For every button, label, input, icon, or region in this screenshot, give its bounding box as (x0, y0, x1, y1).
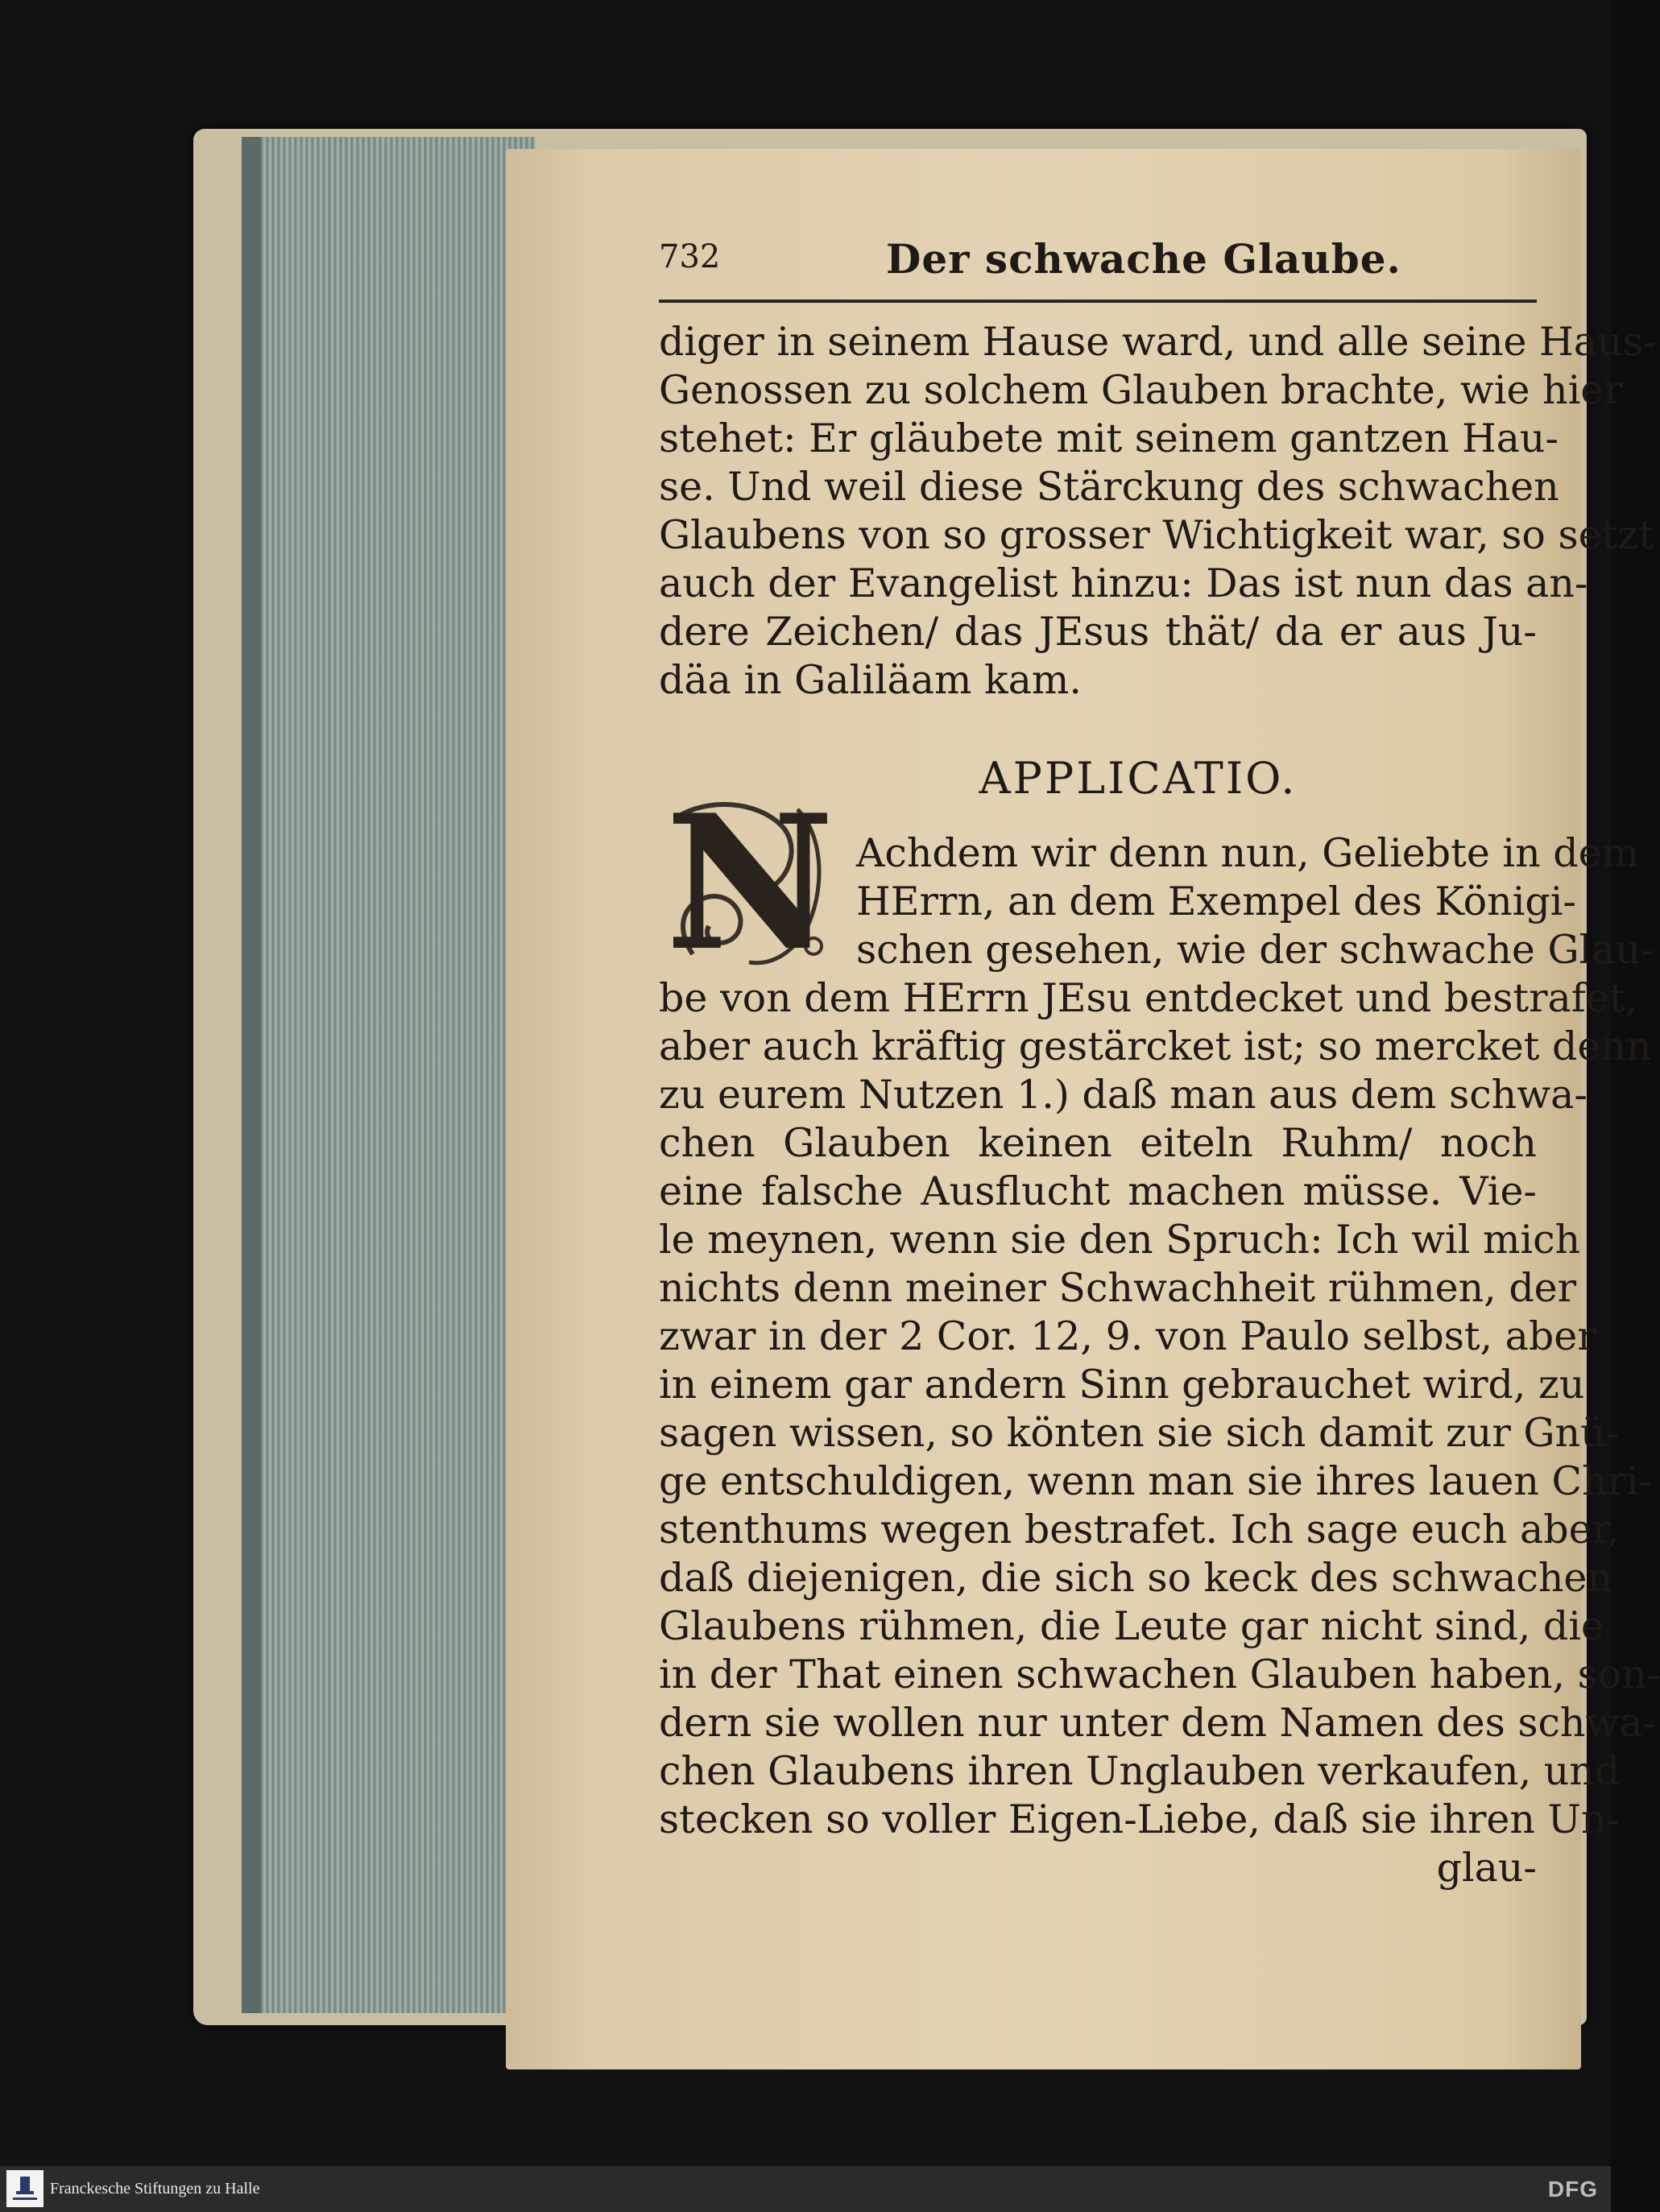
text-line: be von dem HErrn JEsu entdecket und bestrafet, (659, 975, 1638, 1021)
text-line: schen gesehen, wie der schwache Glau- (856, 927, 1654, 973)
text-line: daß diejenigen, die sich so keck des schwachen (659, 1555, 1612, 1601)
text-line: Glaubens von so grosser Wichtigkeit war, so setzt (659, 512, 1654, 558)
text-line: stehet: Er gläubete mit seinem gantzen Hau- (659, 416, 1559, 461)
text-line: stecken so voller Eigen-Liebe, daß sie ihren Un- (659, 1796, 1620, 1842)
text-line: däa in Galiläam kam. (659, 657, 1082, 703)
text-line: dere Zeichen/ das JEsus thät/ da er aus Ju- (659, 609, 1537, 655)
text-line: in der That einen schwachen Glauben haben, son- (659, 1652, 1660, 1697)
text-line: chen Glaubens ihren Unglauben verkaufen, und (659, 1748, 1621, 1794)
footer-institution[interactable]: Franckesche Stiftungen zu Halle (50, 2180, 260, 2198)
text-line: zu eurem Nutzen 1.) daß man aus dem schwa- (659, 1072, 1588, 1118)
header-rule (659, 300, 1537, 303)
footer-bar (0, 2166, 1611, 2212)
page-edges (242, 137, 535, 2013)
text-line: eine falsche Ausflucht machen müsse. Vie- (659, 1168, 1537, 1214)
text-line: chen Glauben keinen eiteln Ruhm/ noch (659, 1120, 1537, 1166)
text-line: nichts denn meiner Schwachheit rühmen, der (659, 1265, 1577, 1311)
text-line: stenthums wegen bestrafet. Ich sage euch aber, (659, 1507, 1620, 1553)
running-head (659, 235, 1537, 283)
text-line: zwar in der 2 Cor. 12, 9. von Paulo selbst, aber (659, 1313, 1596, 1359)
text-line: Achdem wir denn nun, Geliebte in dem (856, 830, 1640, 876)
text-line: Genossen zu solchem Glauben brachte, wie hier (659, 367, 1623, 413)
logo-emblem-icon (6, 2170, 43, 2207)
text-line: le meynen, wenn sie den Spruch: Ich wil mich (659, 1217, 1581, 1263)
text-line: diger in seinem Hause ward, und alle seine Haus- (659, 319, 1657, 365)
text-line: aber auch kräftig gestärcket ist; so mercket denn (659, 1023, 1652, 1069)
text-line: ge entschuldigen, wenn man sie ihres lauen Chri- (659, 1458, 1653, 1504)
body-text (659, 318, 1657, 705)
catchword: glau- (1436, 1845, 1537, 1891)
applicatio-text (659, 829, 1660, 1892)
text-line: in einem gar andern Sinn gebrauchet wird, zu (659, 1362, 1585, 1408)
institution-logo (6, 2170, 43, 2207)
text-line: Glaubens rühmen, die Leute gar nicht sind, die (659, 1603, 1604, 1649)
text-line: dern sie wollen nur unter dem Namen des schwa- (659, 1700, 1657, 1746)
page-number: 732 (659, 238, 721, 275)
text-line: se. Und weil diese Stärckung des schwachen (659, 464, 1559, 510)
dfg-logo: DFG (1547, 2177, 1598, 2202)
section-heading-text: APPLICATIO. (979, 753, 1298, 804)
page-title: Der schwache Glaube. (886, 235, 1401, 283)
text-line: sagen wissen, so könten sie sich damit zur Gnü- (659, 1410, 1620, 1456)
text-line: HErrn, an dem Exempel des Königi- (856, 879, 1576, 924)
dropcap-letter: N (664, 775, 835, 992)
text-line: auch der Evangelist hinzu: Das ist nun das an- (659, 560, 1588, 606)
